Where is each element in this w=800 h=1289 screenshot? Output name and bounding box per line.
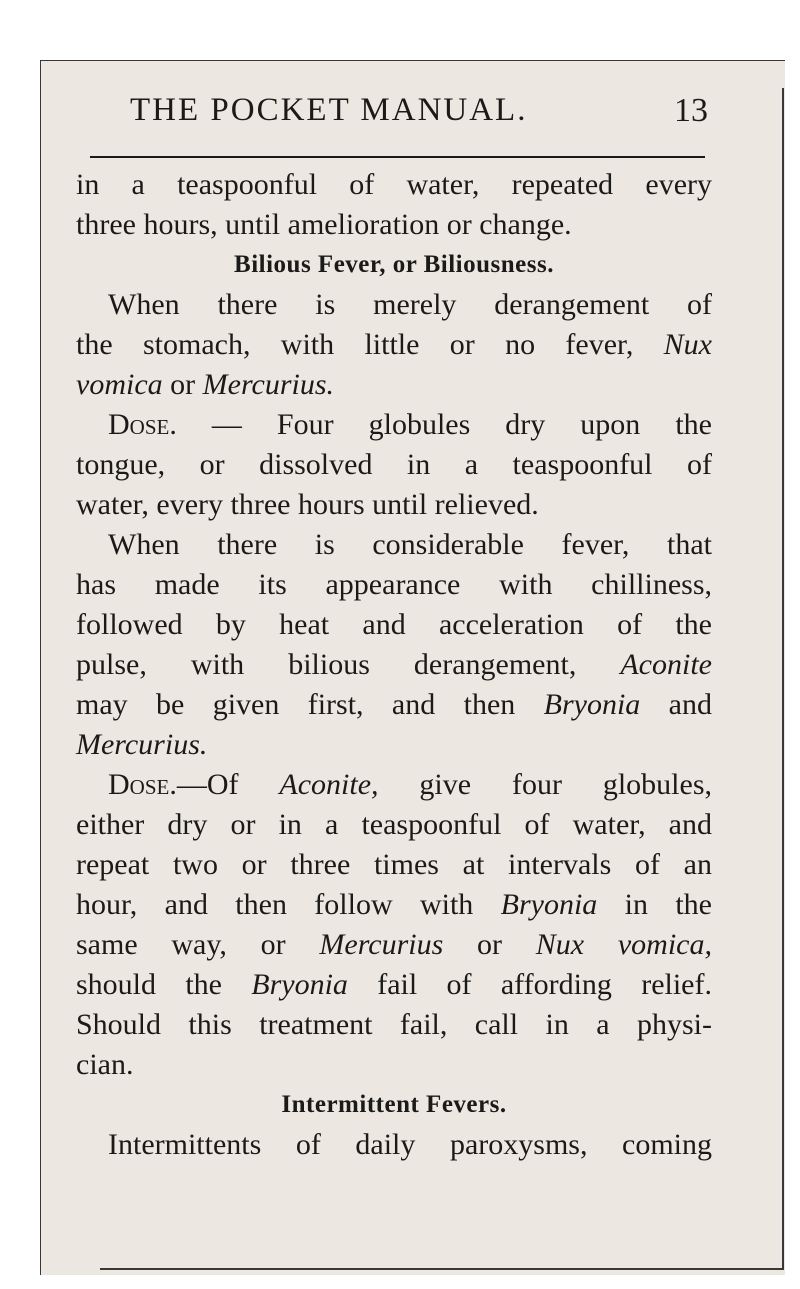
text-segment: Intermittent Fevers. [281,1091,507,1118]
running-head: THE POCKET MANUAL. [130,92,528,128]
text-segment: and [640,688,712,721]
text-line [76,405,712,445]
text-line [76,285,712,325]
italic-text: vomica [76,368,163,401]
text-segment: Should this treatment fail, call in a physi- [76,1008,712,1041]
text-segment: pulse, with bilious derangement, [76,648,621,681]
text-line [76,965,712,1005]
text-segment: same way, or [76,928,320,961]
text-segment: Intermittents of daily paroxysms, coming [108,1128,712,1161]
text-segment: — Four globules dry upon the [176,408,712,441]
text-line [76,725,712,765]
italic-text: Mercurius [319,928,444,961]
text-segment: —Of [176,768,280,801]
italic-text: Aconite [620,648,712,681]
text-line [76,1125,712,1165]
text-segment: in the [597,888,712,921]
small-caps-label: Dose. [108,768,177,801]
text-line [76,365,712,405]
italic-text: Nux [663,328,712,361]
text-segment: tongue, or dissolved in a teaspoonful of [76,448,712,481]
text-line [76,805,712,845]
text-segment: followed by heat and acceleration of the [76,608,712,641]
text-segment: Bilious Fever, or Biliousness. [234,251,554,278]
page-number: 13 [674,92,708,129]
text-segment: give four globules, [378,768,712,801]
text-segment: has made its appearance with chilliness, [76,568,712,601]
italic-text: Nux vomica, [535,928,712,961]
small-caps-label: Dose. [108,408,177,441]
text-line [76,885,712,925]
text-segment: When there is merely derangement of [108,288,712,321]
text-segment: or [162,368,203,401]
text-line [76,165,712,205]
text-line [76,205,712,245]
text-line [76,605,712,645]
text-segment: may be given first, and then [76,688,544,721]
text-line [76,845,712,885]
header-rule [90,156,705,158]
italic-text: Bryonia [251,968,348,1001]
text-segment: repeat two or three times at intervals of an [76,848,712,881]
text-segment: three hours, until amelioration or change. [76,208,572,241]
text-line [76,765,712,805]
text-segment: or [443,928,536,961]
italic-text: Bryonia [543,688,641,721]
text-segment: fail of affording relief. [347,968,712,1001]
text-line [76,925,712,965]
italic-text: Mercurius. [202,368,335,401]
italic-text: Mercurius. [76,728,208,761]
text-line [76,485,712,525]
italic-text: Bryonia [500,888,598,921]
text-segment: in a teaspoonful of water, repeated every [76,168,712,201]
page-right-edge [782,88,784,1268]
text-line [76,565,712,605]
body-text [76,165,712,1165]
text-segment: the stomach, with little or no fever, [76,328,664,361]
text-line [76,685,712,725]
text-line [76,445,712,485]
text-segment: cian. [76,1048,134,1081]
italic-text: Aconite, [279,768,379,801]
text-segment: either dry or in a teaspoonful of water, and [76,808,712,841]
section-heading [76,1085,712,1125]
text-segment: should the [76,968,252,1001]
text-segment: water, every three hours until relieved. [76,488,539,521]
text-segment: When there is considerable fever, that [108,528,712,561]
section-heading [76,245,712,285]
page-bottom-edge [100,1268,784,1270]
text-line [76,325,712,365]
text-line [76,525,712,565]
text-line [76,645,712,685]
text-line [76,1045,712,1085]
page-header [130,92,730,142]
text-line [76,1005,712,1045]
text-segment: hour, and then follow with [76,888,501,921]
